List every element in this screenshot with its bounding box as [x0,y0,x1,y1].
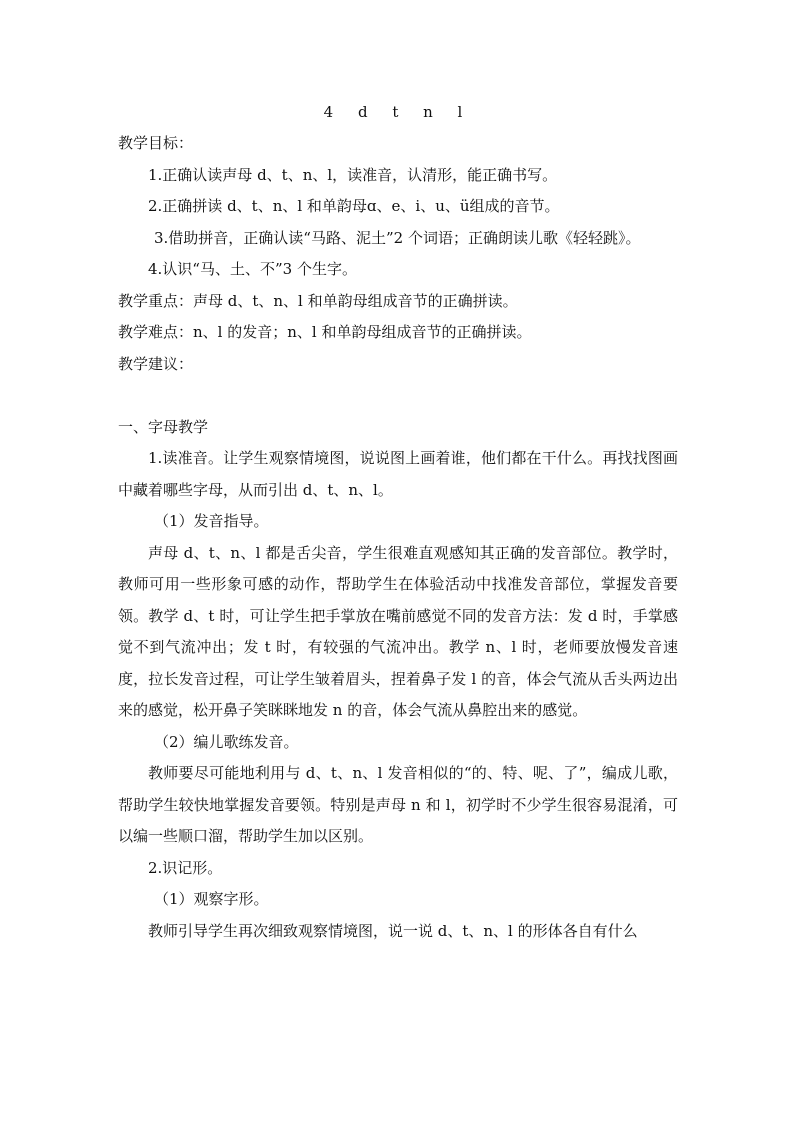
goal-item-3: 3.借助拼音，正确认读“马路、泥土”2 个词语；正确朗读儿歌《轻轻跳》。 [154,228,641,247]
suggestion-heading: 教学建议： [118,354,194,373]
subheading-pronunciation: （1）发音指导。 [154,512,269,530]
goal-item-1: 1.正确认读声母 d、t、n、l，读准音，认清形，能正确书写。 [148,165,558,184]
difficulty: 教学难点：n、l 的发音；n、l 和单韵母组成音节的正确拼读。 [118,323,532,341]
subheading-observe: （1）观察字形。 [154,890,269,908]
goal-item-4: 4.认识“马、土、不”3 个生字。 [148,260,357,278]
goal-item-2: 2.正确拼读 d、t、n、l 和单韵母ɑ、e、i、u、ü组成的音节。 [148,197,560,215]
step-1-paragraph: 1.读准音。让学生观察情境图，说说图上画着谁，他们都在干什么。再找找图画中藏着哪些字母，从而引出 d、t、n、l。 [118,449,678,499]
step-2-heading: 2.识记形。 [148,858,223,877]
subheading-rhyme: （2）编儿歌练发音。 [154,732,299,751]
section-heading: 一、字母教学 [118,417,209,436]
goals-heading: 教学目标： [118,134,194,152]
blank-line [118,380,678,412]
lesson-title: 4 d t n l [323,103,473,121]
pronunciation-paragraph: 声母 d、t、n、l 都是舌尖音，学生很难直观感知其正确的发音部位。教学时，教师可用一些形象可感的动作，帮助学生在体验活动中找准发音部位，掌握发音要领。教学 d、t 时，可让学生把手掌放在嘴前感觉不同的发音方法：发 d 时，手掌感觉不到气流冲出；发 t 时，有较强的气流冲出。教学 n、l 时，老师要放慢发音速度，拉长发音过程，可让学生皱着眉头，捏着鼻子发 l 的音，体会气流从舌头两边出来的感觉，松开鼻子笑眯眯地发 n 的音，体会气流从鼻腔出来的感觉。 [118,543,678,719]
observe-paragraph: 教师引导学生再次细致观察情境图，说一说 d、t、n、l 的形体各自有什么 [148,921,638,940]
key-point: 教学重点：声母 d、t、n、l 和单韵母组成音节的正确拼读。 [118,291,518,310]
rhyme-paragraph: 教师要尽可能地利用与 d、t、n、l 发音相似的“的、特、呢、了”，编成儿歌，帮助学生较快地掌握发音要领。特别是声母 n 和 l，初学时不少学生很容易混淆，可以编一些顺口溜，帮助学生加以区别。 [118,764,678,845]
document-page [118,98,678,947]
